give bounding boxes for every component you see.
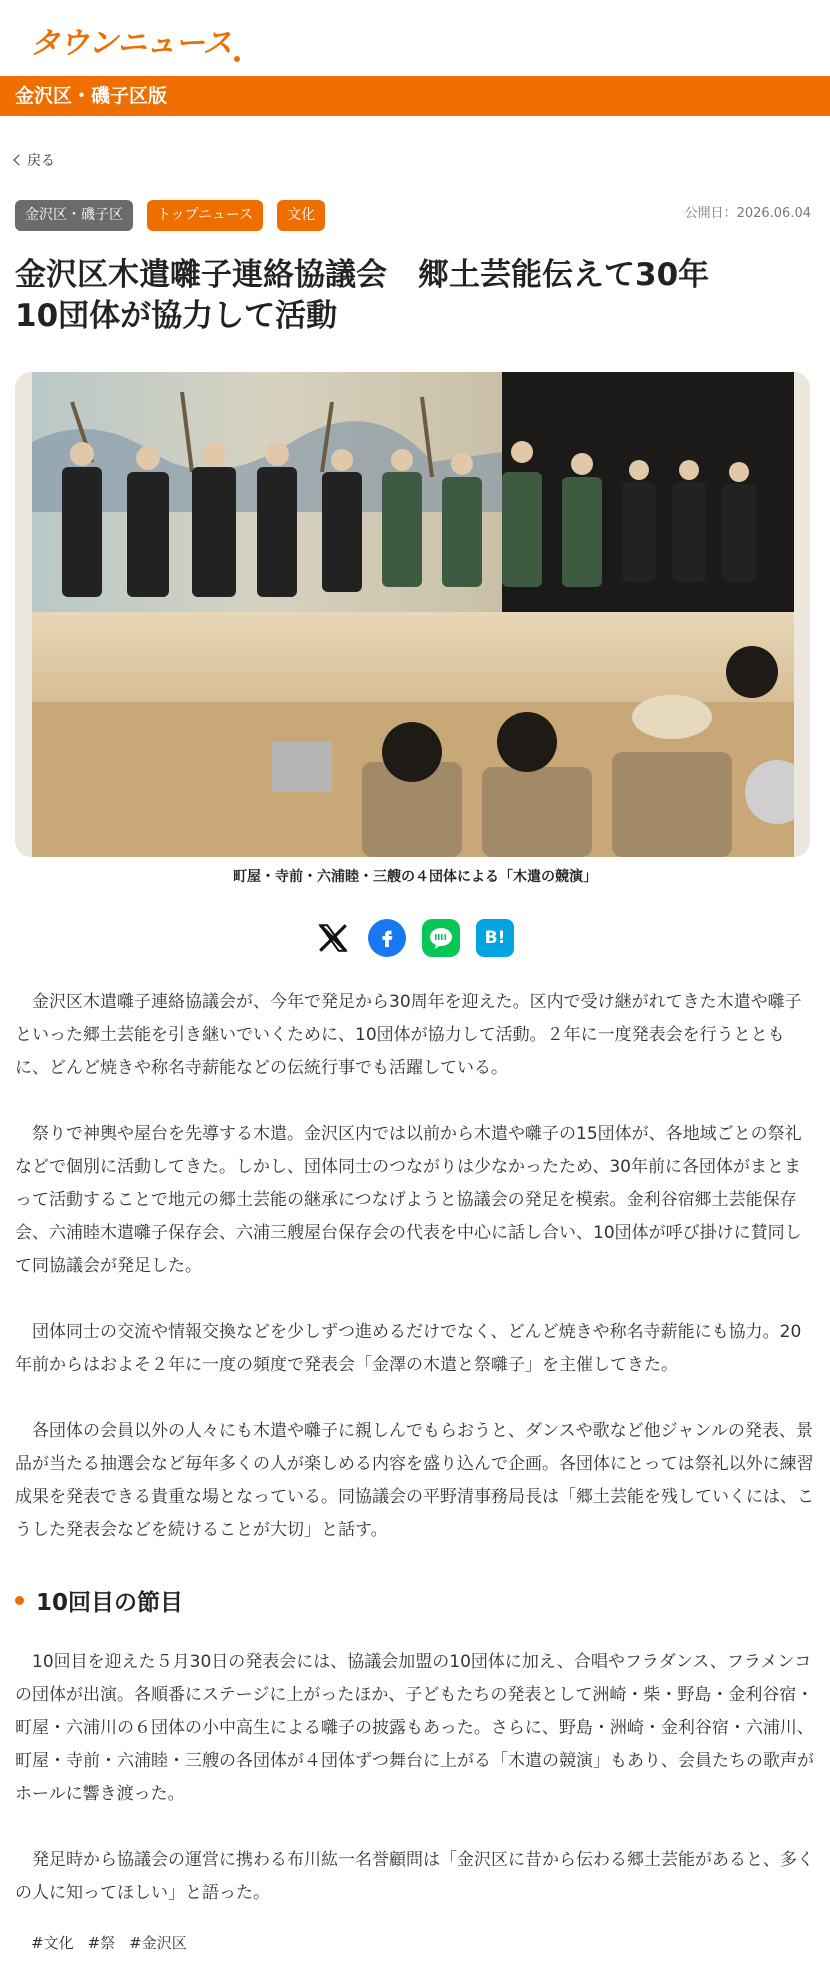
hatena-bookmark-icon[interactable]: B! bbox=[476, 919, 514, 957]
region-label: 金沢区・磯子区版 bbox=[15, 85, 168, 107]
chevron-left-icon bbox=[13, 154, 24, 165]
x-icon[interactable] bbox=[314, 919, 352, 957]
tag-top-news[interactable]: トップニュース bbox=[147, 200, 263, 231]
site-logo[interactable]: タウンニュース bbox=[30, 18, 240, 62]
tag-culture[interactable]: 文化 bbox=[277, 200, 325, 231]
article-photo-frame bbox=[15, 372, 810, 857]
article-paragraph: 各団体の会員以外の人々にも木遣や囃子に親しんでもらおうと、ダンスや歌など他ジャンルの発表、景品が当たる抽選会など毎年多くの人が楽しめる内容を盛り込んで企画。各団体にとっては祭礼以外に練習成果を発表できる貴重な場となっている。同協議会の平野清事務局長は「郷土芸能を残していくには、こうした発表会などを続けることが大切」と話す。 bbox=[15, 1421, 814, 1540]
article-body bbox=[15, 986, 815, 1580]
back-link[interactable] bbox=[15, 150, 55, 170]
back-label: 戻る bbox=[27, 153, 55, 169]
section-heading: 10回目の節目 bbox=[15, 1584, 183, 1617]
hashtag-kanazawa[interactable]: #金沢区 bbox=[129, 1934, 187, 1952]
hashtag-culture[interactable]: #文化 bbox=[31, 1934, 74, 1952]
line-icon[interactable] bbox=[422, 919, 460, 957]
published-date: 公開日：2026.06.04 bbox=[684, 206, 811, 221]
share-buttons bbox=[314, 919, 514, 957]
article-paragraph: 金沢区木遣囃子連絡協議会が、今年で発足から30周年を迎えた。区内で受け継がれてきた木遣や囃子といった郷土芸能を引き継いでいくために、10団体が協力して活動。２年に一度発表会を行うとともに、どんど焼きや称名寺薪能などの伝統行事でも活躍している。 bbox=[15, 992, 802, 1078]
region-bar bbox=[0, 76, 830, 116]
article-title: 金沢区木遣囃子連絡協議会 郷土芸能伝えて30年 10団体が協力して活動 bbox=[15, 257, 710, 334]
facebook-icon[interactable] bbox=[368, 919, 406, 957]
hashtag-festival[interactable]: #祭 bbox=[87, 1934, 116, 1952]
photo-caption: 町屋・寺前・六浦睦・三艘の４団体による「木遣の競演」 bbox=[233, 869, 597, 885]
hashtag-list bbox=[31, 1932, 187, 1953]
article-paragraph: 発足時から協議会の運営に携わる布川紘一名誉顧問は「金沢区に昔から伝わる郷土芸能があると、多くの人に知ってほしい」と語った。 bbox=[15, 1850, 814, 1903]
category-tags bbox=[15, 200, 325, 231]
article-paragraph: 10回目を迎えた５月30日の発表会には、協議会加盟の10団体に加え、合唱やフラダンス、フラメンコの団体が出演。各順番にステージに上がったほか、子どもたちの発表として洲崎・柴・野島・金利谷宿・町屋・六浦川の６団体の小中高生による囃子の披露もあった。さらに、野島・洲崎・金利谷宿・六浦川、町屋・寺前・六浦睦・三艘の各団体が４団体ずつ舞台に上がる「木遣の競演」もあり、会員たちの歌声がホールに響き渡った。 bbox=[15, 1652, 814, 1804]
tag-region[interactable]: 金沢区・磯子区 bbox=[15, 200, 133, 231]
article-body-section bbox=[15, 1646, 815, 1943]
site-header bbox=[0, 0, 830, 76]
article-paragraph: 祭りで神輿や屋台を先導する木遣。金沢区内では以前から木遣や囃子の15団体が、各地域ごとの祭礼などで個別に活動してきた。しかし、団体同士のつながりは少なかったため、30年前に各団体がまとまって活動することで地元の郷土芸能の継承につなげようと協議会の発足を模索。金利谷宿郷土芸能保存会、六浦睦木遣囃子保存会、六浦三艘屋台保存会の代表を中心に話し合い、10団体が呼び掛けに賛同して同協議会が発足した。 bbox=[15, 1124, 802, 1276]
article-paragraph: 団体同士の交流や情報交換などを少しずつ進めるだけでなく、どんど焼きや称名寺薪能にも協力。20年前からはおよそ２年に一度の頻度で発表会「金澤の木遣と祭囃子」を主催してきた。 bbox=[15, 1322, 802, 1375]
article-photo bbox=[32, 372, 794, 857]
bullet-dot-icon bbox=[15, 1596, 24, 1605]
